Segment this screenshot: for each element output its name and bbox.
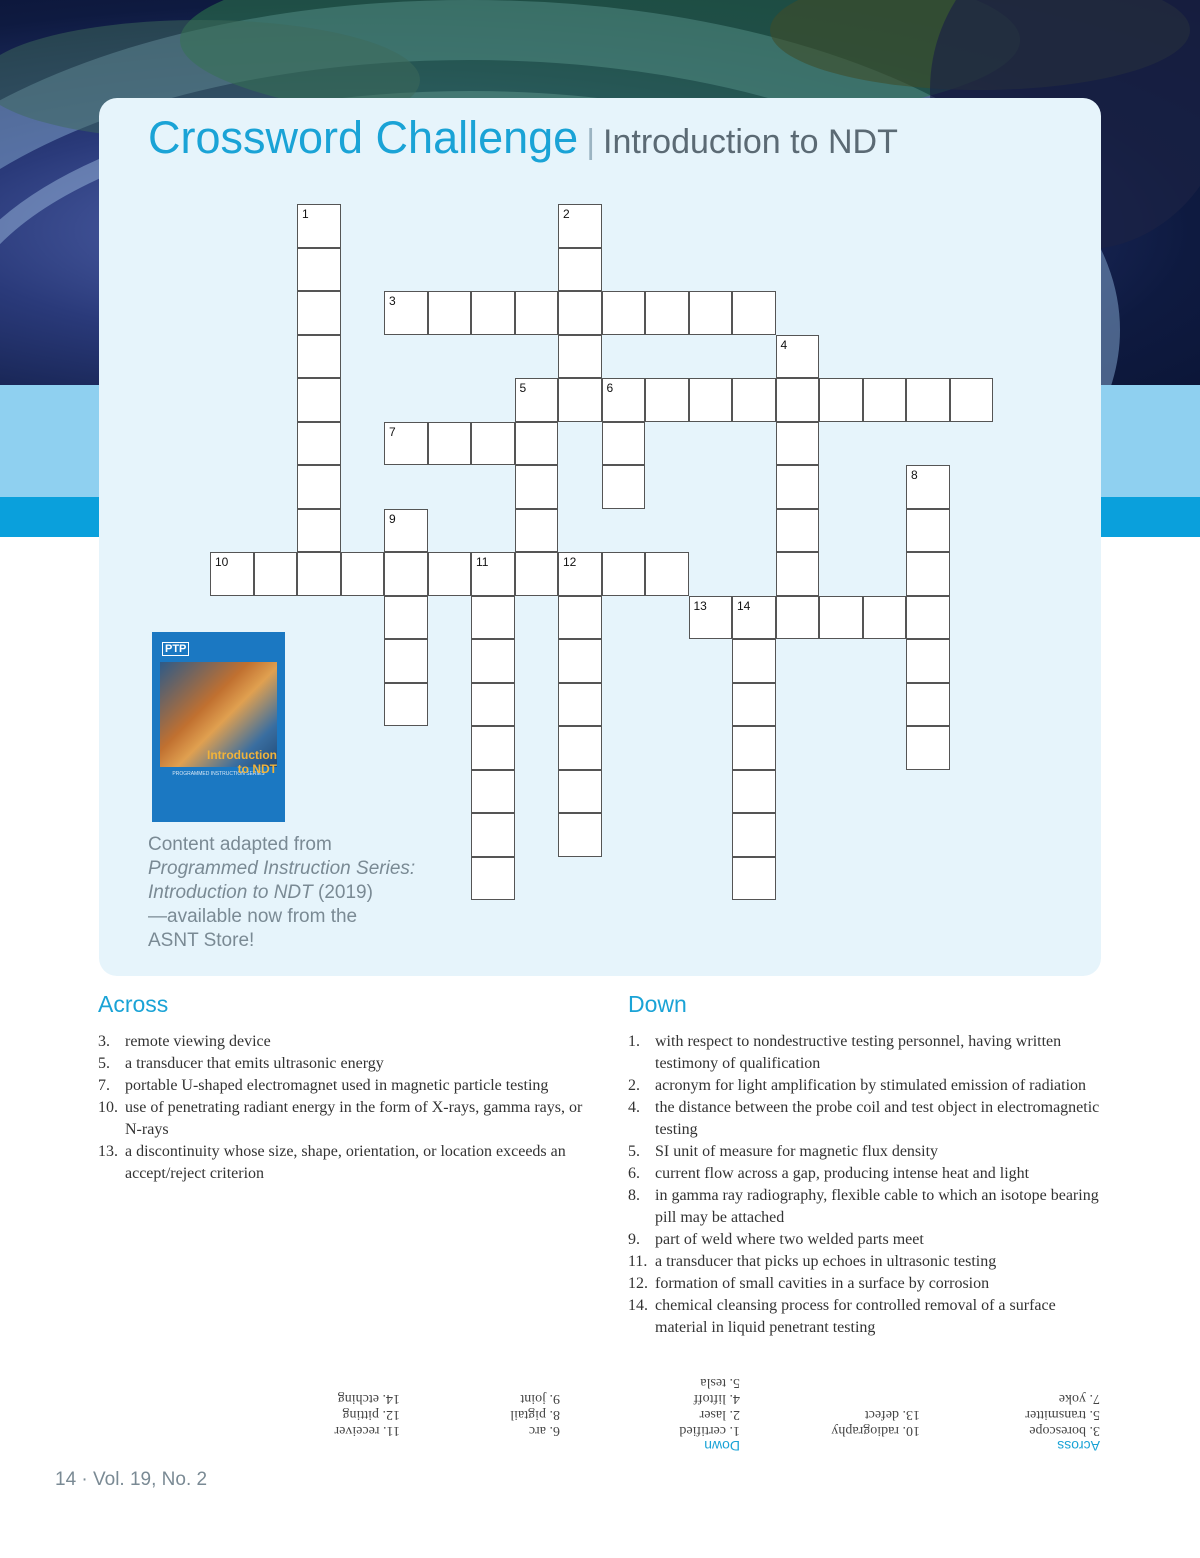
clue-text: current flow across a gap, producing intense heat and light bbox=[655, 1165, 1030, 1182]
clue-text: with respect to nondestructive testing personnel, having written testimony of qualification bbox=[655, 1033, 1062, 1072]
down-clue bbox=[628, 1031, 1103, 1075]
answer-item: 5. transmitter bbox=[1025, 1407, 1100, 1422]
grid-cell[interactable] bbox=[689, 378, 733, 422]
down-clue bbox=[628, 1185, 1103, 1229]
grid-cell[interactable] bbox=[819, 596, 863, 640]
across-clue bbox=[98, 1031, 598, 1053]
grid-cell[interactable] bbox=[254, 552, 298, 596]
answer-item: 11. receiver bbox=[334, 1423, 400, 1438]
grid-cell[interactable] bbox=[558, 770, 602, 814]
answer-item: 10. radiography bbox=[831, 1423, 920, 1438]
grid-cell[interactable] bbox=[297, 465, 341, 509]
grid-cell[interactable] bbox=[558, 204, 602, 248]
grid-cell-number: 2 bbox=[563, 207, 570, 221]
grid-cell[interactable] bbox=[732, 639, 776, 683]
grid-cell[interactable] bbox=[471, 596, 515, 640]
down-clues bbox=[628, 1031, 1103, 1339]
grid-cell[interactable] bbox=[471, 857, 515, 901]
grid-cell[interactable] bbox=[863, 378, 907, 422]
grid-cell[interactable] bbox=[210, 552, 254, 596]
answer-key-across bbox=[1025, 1390, 1100, 1454]
grid-cell[interactable] bbox=[471, 726, 515, 770]
clue-text: the distance between the probe coil and test object in electromagnetic testing bbox=[655, 1099, 1100, 1138]
grid-cell[interactable] bbox=[384, 639, 428, 683]
grid-cell[interactable] bbox=[471, 422, 515, 466]
grid-cell-number: 13 bbox=[693, 598, 707, 613]
grid-cell[interactable] bbox=[906, 639, 950, 683]
grid-cell[interactable] bbox=[384, 422, 428, 466]
grid-cell[interactable] bbox=[906, 465, 950, 509]
grid-cell[interactable] bbox=[384, 291, 428, 335]
credit-book-title: Introduction to NDT bbox=[148, 882, 313, 903]
answer-key-down-3 bbox=[334, 1390, 400, 1454]
grid-cell[interactable] bbox=[297, 422, 341, 466]
answer-item: 8. pigtail bbox=[510, 1407, 560, 1422]
answer-key-across-heading: Across bbox=[1057, 1438, 1100, 1454]
grid-cell[interactable] bbox=[471, 552, 515, 596]
grid-cell-number: 7 bbox=[389, 424, 396, 439]
grid-cell[interactable] bbox=[732, 291, 776, 335]
grid-cell-number: 4 bbox=[780, 337, 788, 352]
answer-item: 5. tesla bbox=[700, 1375, 740, 1390]
down-clue bbox=[628, 1075, 1103, 1097]
clue-text: part of weld where two welded parts meet bbox=[655, 1231, 924, 1248]
grid-cell[interactable] bbox=[297, 509, 341, 553]
answer-item: 2. laser bbox=[699, 1407, 740, 1422]
grid-cell[interactable] bbox=[558, 813, 602, 857]
answer-item: 13. defect bbox=[864, 1407, 920, 1422]
grid-cell[interactable] bbox=[645, 552, 689, 596]
grid-cell[interactable] bbox=[602, 465, 646, 509]
grid-cell[interactable] bbox=[732, 857, 776, 901]
clue-number: 4. bbox=[628, 1099, 640, 1116]
title-separator: | bbox=[586, 123, 596, 161]
across-clue bbox=[98, 1075, 598, 1097]
down-clue bbox=[628, 1273, 1103, 1295]
clue-text: portable U-shaped electromagnet used in magnetic particle testing bbox=[125, 1077, 549, 1094]
book-series: PROGRAMMED INSTRUCTION SERIES bbox=[172, 771, 265, 777]
grid-cell[interactable] bbox=[732, 596, 776, 640]
grid-cell[interactable] bbox=[515, 509, 559, 553]
grid-cell[interactable] bbox=[384, 552, 428, 596]
answer-key-across-2 bbox=[831, 1406, 920, 1454]
down-clue bbox=[628, 1251, 1103, 1273]
grid-cell[interactable] bbox=[732, 813, 776, 857]
answer-key-down bbox=[679, 1374, 740, 1454]
grid-cell[interactable] bbox=[776, 422, 820, 466]
grid-cell[interactable] bbox=[297, 378, 341, 422]
clue-text: SI unit of measure for magnetic flux density bbox=[655, 1143, 939, 1160]
grid-cell[interactable] bbox=[558, 378, 602, 422]
grid-cell[interactable] bbox=[732, 726, 776, 770]
answer-key-down-2 bbox=[510, 1390, 560, 1454]
grid-cell[interactable] bbox=[297, 335, 341, 379]
grid-cell-number: 10 bbox=[215, 555, 229, 569]
grid-cell[interactable] bbox=[384, 683, 428, 727]
grid-cell[interactable] bbox=[906, 378, 950, 422]
clue-number: 12. bbox=[628, 1275, 648, 1292]
clue-number: 13. bbox=[98, 1143, 118, 1160]
title-main: Crossword Challenge bbox=[148, 112, 579, 163]
answer-item: 3. borescope bbox=[1029, 1423, 1100, 1438]
credit-series: Programmed Instruction Series: bbox=[148, 858, 416, 879]
answer-item: 14. etching bbox=[337, 1391, 400, 1406]
grid-cell[interactable] bbox=[906, 596, 950, 640]
grid-cell[interactable] bbox=[906, 509, 950, 553]
answer-key-upside-down bbox=[300, 1375, 1100, 1454]
grid-cell[interactable] bbox=[558, 726, 602, 770]
grid-cell[interactable] bbox=[732, 683, 776, 727]
grid-cell[interactable] bbox=[471, 813, 515, 857]
book-title-line2: to NDT bbox=[237, 762, 277, 776]
down-clue bbox=[628, 1097, 1103, 1141]
clue-number: 2. bbox=[628, 1077, 640, 1094]
clue-number: 10. bbox=[98, 1099, 118, 1116]
grid-cell[interactable] bbox=[428, 552, 472, 596]
grid-cell[interactable] bbox=[689, 291, 733, 335]
content-credit bbox=[148, 833, 448, 953]
clue-number: 7. bbox=[98, 1077, 110, 1094]
clue-number: 8. bbox=[628, 1187, 640, 1204]
grid-cell-number: 8 bbox=[911, 468, 918, 482]
grid-cell[interactable] bbox=[558, 248, 602, 292]
grid-cell[interactable] bbox=[558, 639, 602, 683]
answer-item: 6. arc bbox=[528, 1423, 560, 1438]
credit-store-link: ASNT Store! bbox=[148, 930, 255, 951]
grid-cell[interactable] bbox=[645, 378, 689, 422]
grid-cell[interactable] bbox=[558, 335, 602, 379]
down-heading: Down bbox=[628, 991, 687, 1017]
grid-cell[interactable] bbox=[776, 378, 820, 422]
grid-cell[interactable] bbox=[558, 291, 602, 335]
clue-number: 9. bbox=[628, 1231, 640, 1248]
grid-cell[interactable] bbox=[471, 291, 515, 335]
grid-cell[interactable] bbox=[906, 683, 950, 727]
grid-cell[interactable] bbox=[297, 552, 341, 596]
publisher-logo: PTP bbox=[162, 642, 189, 656]
grid-cell[interactable] bbox=[776, 509, 820, 553]
clue-number: 5. bbox=[98, 1055, 110, 1072]
clue-number: 3. bbox=[98, 1033, 110, 1050]
clue-text: chemical cleansing process for controlled removal of a surface material in liquid penetrant testing bbox=[655, 1297, 1056, 1336]
grid-cell-number: 6 bbox=[606, 381, 614, 395]
grid-cell[interactable] bbox=[776, 465, 820, 509]
grid-cell[interactable] bbox=[297, 291, 341, 335]
grid-cell[interactable] bbox=[689, 596, 733, 640]
grid-cell[interactable] bbox=[776, 552, 820, 596]
answer-item: 4. liftoff bbox=[693, 1391, 740, 1406]
grid-cell[interactable] bbox=[558, 552, 602, 596]
book-cover bbox=[152, 632, 285, 822]
across-clue bbox=[98, 1053, 598, 1075]
credit-year: (2019) bbox=[312, 882, 373, 903]
grid-cell[interactable] bbox=[906, 552, 950, 596]
grid-cell[interactable] bbox=[558, 683, 602, 727]
page-title bbox=[148, 112, 898, 164]
grid-cell[interactable] bbox=[906, 726, 950, 770]
grid-cell[interactable] bbox=[515, 378, 559, 422]
grid-cell[interactable] bbox=[471, 639, 515, 683]
grid-cell[interactable] bbox=[819, 378, 863, 422]
grid-cell[interactable] bbox=[776, 596, 820, 640]
across-clue bbox=[98, 1141, 598, 1185]
across-heading: Across bbox=[98, 991, 169, 1017]
credit-line1: Content adapted from bbox=[148, 834, 332, 855]
grid-cell[interactable] bbox=[732, 378, 776, 422]
clue-text: acronym for light amplification by stimulated emission of radiation bbox=[655, 1077, 1087, 1094]
clue-text: a transducer that emits ultrasonic energy bbox=[125, 1055, 384, 1072]
grid-cell-number: 9 bbox=[389, 511, 396, 526]
grid-cell[interactable] bbox=[602, 291, 646, 335]
clue-number: 1. bbox=[628, 1033, 640, 1050]
answer-key-down-heading: Down bbox=[704, 1438, 740, 1454]
grid-cell[interactable] bbox=[471, 770, 515, 814]
grid-cell[interactable] bbox=[384, 509, 428, 553]
answer-item: 7. yoke bbox=[1058, 1391, 1100, 1406]
grid-cell-number: 1 bbox=[302, 207, 309, 221]
grid-cell[interactable] bbox=[515, 291, 559, 335]
grid-cell-number: 11 bbox=[476, 555, 489, 569]
grid-cell[interactable] bbox=[341, 552, 385, 596]
clue-text: a transducer that picks up echoes in ultrasonic testing bbox=[655, 1253, 997, 1270]
grid-cell-number: 5 bbox=[519, 381, 527, 395]
clue-number: 11. bbox=[628, 1253, 648, 1270]
grid-cell[interactable] bbox=[515, 552, 559, 596]
clue-text: formation of small cavities in a surface by corrosion bbox=[655, 1275, 990, 1292]
page-folio: 14 · Vol. 19, No. 2 bbox=[55, 1469, 208, 1490]
grid-cell[interactable] bbox=[645, 291, 689, 335]
clue-text: use of penetrating radiant energy in the form of X-rays, gamma rays, or N-rays bbox=[125, 1099, 583, 1138]
grid-cell[interactable] bbox=[776, 335, 820, 379]
grid-cell[interactable] bbox=[428, 291, 472, 335]
across-clues bbox=[98, 1031, 598, 1185]
grid-cell[interactable] bbox=[515, 422, 559, 466]
grid-cell-number: 12 bbox=[563, 555, 577, 569]
down-clue bbox=[628, 1163, 1103, 1185]
down-clue bbox=[628, 1141, 1103, 1163]
grid-cell[interactable] bbox=[602, 552, 646, 596]
grid-cell[interactable] bbox=[471, 683, 515, 727]
title-subtitle: Introduction to NDT bbox=[603, 123, 898, 161]
answer-item: 9. joint bbox=[520, 1391, 560, 1406]
book-title-line1: Introduction bbox=[207, 748, 277, 762]
clue-text: remote viewing device bbox=[125, 1033, 271, 1050]
down-clue bbox=[628, 1295, 1103, 1339]
grid-cell[interactable] bbox=[558, 596, 602, 640]
clue-text: in gamma ray radiography, flexible cable to which an isotope bearing pill may be attached bbox=[655, 1187, 1099, 1226]
grid-cell-number: 3 bbox=[389, 294, 396, 308]
grid-cell[interactable] bbox=[950, 378, 994, 422]
answer-item: 1. certified bbox=[679, 1423, 740, 1438]
credit-line4: —available now from the bbox=[148, 906, 358, 927]
clue-text: a discontinuity whose size, shape, orientation, or location exceeds an accept/reject criterion bbox=[125, 1143, 566, 1182]
grid-cell[interactable] bbox=[428, 422, 472, 466]
down-clue bbox=[628, 1229, 1103, 1251]
grid-cell[interactable] bbox=[602, 422, 646, 466]
across-clue bbox=[98, 1097, 598, 1141]
grid-cell[interactable] bbox=[602, 378, 646, 422]
answer-item: 12. pitting bbox=[342, 1407, 400, 1422]
grid-cell[interactable] bbox=[384, 596, 428, 640]
clue-number: 6. bbox=[628, 1165, 640, 1182]
grid-cell[interactable] bbox=[732, 770, 776, 814]
clue-number: 5. bbox=[628, 1143, 640, 1160]
grid-cell[interactable] bbox=[863, 596, 907, 640]
grid-cell-number: 14 bbox=[737, 598, 751, 613]
grid-cell[interactable] bbox=[297, 204, 341, 248]
clue-number: 14. bbox=[628, 1297, 648, 1314]
grid-cell[interactable] bbox=[515, 465, 559, 509]
grid-cell[interactable] bbox=[297, 248, 341, 292]
